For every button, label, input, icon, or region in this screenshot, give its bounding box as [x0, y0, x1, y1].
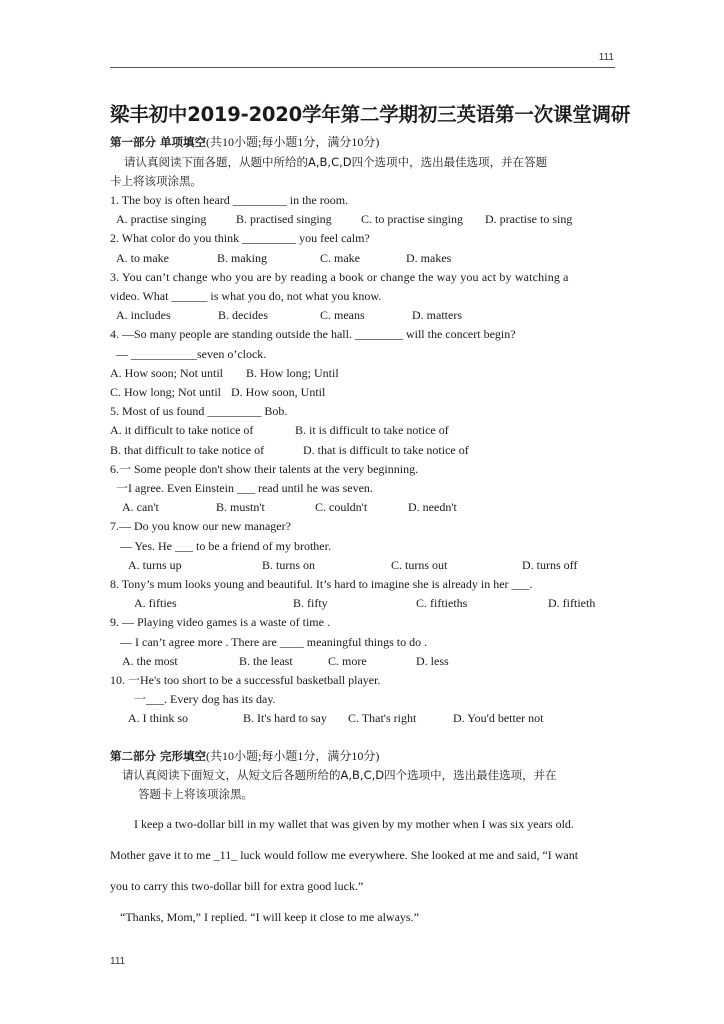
- q6-option-c: C. couldn't: [315, 500, 368, 515]
- q2-option-c: C. make: [320, 250, 360, 265]
- q8-option-a: A. fifties: [134, 596, 177, 611]
- q5-stem: 5. Most of us found _________ Bob.: [110, 404, 288, 419]
- q2-stem: 2. What color do you think _________ you feel calm?: [110, 231, 370, 246]
- q8-options: [110, 594, 615, 613]
- q5-option-d: D. that is difficult to take notice of: [303, 442, 469, 457]
- q1-option-b: B. practised singing: [236, 212, 332, 227]
- q9-option-b: B. the least: [239, 653, 293, 668]
- part2-heading-line: [110, 747, 615, 767]
- q8-stem: 8. Tony’s mum looks young and beautiful. It’s hard to imagine she is already in her ___.: [110, 576, 533, 591]
- q4-options-ab: [110, 364, 615, 383]
- q1-option-d: D. practise to sing: [485, 212, 573, 227]
- part2-note: (共10小题;每小题1分，满分10分): [206, 748, 380, 763]
- q7-stem-1: 7.— Do you know our new manager?: [110, 519, 291, 534]
- part2-heading: 第二部分 完形填空: [110, 748, 207, 763]
- q5-option-c: B. that difficult to take notice of: [110, 442, 265, 457]
- q2-option-d: D. makes: [406, 250, 452, 265]
- cloze-passage: [110, 812, 615, 929]
- q5-option-a: A. it difficult to take notice of: [110, 423, 254, 438]
- q4-options-cd: [110, 383, 615, 402]
- q10-options: [110, 709, 615, 728]
- q10-option-a: A. I think so: [128, 711, 188, 726]
- document-body: [110, 101, 631, 929]
- q1-option-c: C. to practise singing: [361, 212, 463, 227]
- q10-stem-1: 10. 一He's too short to be a successful basketball player.: [110, 672, 381, 687]
- passage-line-1: I keep a two-dollar bill in my wallet that was given by my mother when I was six years old.: [134, 816, 574, 831]
- footer-page-number: 111: [110, 956, 126, 967]
- q4-stem-1: 4. —So many people are standing outside the hall. ________ will the concert begin?: [110, 327, 516, 342]
- passage-line-2: Mother gave it to me _11_ luck would follow me everywhere. She looked at me and said, “I want: [110, 847, 579, 862]
- part1-instructions-2: 卡上将该项涂黑。: [110, 173, 202, 188]
- q9-option-c: C. more: [328, 653, 367, 668]
- q6-options: [110, 498, 615, 517]
- q6-option-d: D. needn't: [408, 500, 457, 515]
- q6-option-a: A. can't: [122, 500, 159, 515]
- q9-options: [110, 652, 615, 671]
- page-title: 梁丰初中2019-2020学年第二学期初三英语第一次课堂调研: [110, 103, 631, 126]
- q10-option-d: D. You'd better not: [453, 711, 544, 726]
- q7-option-c: C. turns out: [391, 557, 448, 572]
- q2-option-a: A. to make: [116, 250, 169, 265]
- q9-option-d: D. less: [416, 653, 449, 668]
- q7-option-b: B. turns on: [262, 557, 316, 572]
- q1-options: [110, 210, 615, 229]
- q10-option-b: B. It's hard to say: [243, 711, 327, 726]
- q3-option-b: B. decides: [218, 308, 268, 323]
- q6-stem-2: 一I agree. Even Einstein ___ read until he was seven.: [116, 480, 373, 495]
- q10-stem-2: 一___. Every dog has its day.: [134, 692, 276, 707]
- q3-stem-2: video. What ______ is what you do, not what you know.: [110, 288, 382, 303]
- q3-option-c: C. means: [320, 308, 365, 323]
- passage-line-3: you to carry this two-dollar bill for extra good luck.”: [110, 878, 364, 893]
- q8-option-b: B. fifty: [293, 596, 328, 611]
- part2-instructions-2: 答题卡上将该项涂黑。: [138, 787, 253, 802]
- q9-stem-2: — I can’t agree more . There are ____ meaningful things to do .: [120, 634, 428, 649]
- q3-options: [110, 306, 615, 325]
- q5-options-cd: [110, 441, 615, 460]
- q10-option-c: C. That's right: [348, 711, 417, 726]
- q4-stem-2: — ___________seven o’clock.: [116, 346, 267, 361]
- q8-option-c: C. fiftieths: [416, 596, 468, 611]
- q3-stem-1: 3. You can’t change who you are by reading a book or change the way you act by watching a: [110, 269, 569, 284]
- q7-options: [110, 556, 615, 575]
- q4-option-a: A. How soon; Not until: [110, 365, 224, 380]
- q8-option-d: D. fiftieth: [548, 596, 596, 611]
- q9-option-a: A. the most: [122, 653, 178, 668]
- q3-option-d: D. matters: [412, 308, 462, 323]
- q6-option-b: B. mustn't: [216, 500, 265, 515]
- q7-option-a: A. turns up: [128, 557, 182, 572]
- part2-instructions-1: 请认真阅读下面短文，从短文后各题所给的A,B,C,D四个选项中，选出最佳选项，并在: [122, 768, 557, 783]
- q1-option-a: A. practise singing: [116, 212, 207, 227]
- q5-option-b: B. it is difficult to take notice of: [295, 423, 449, 438]
- part1-note: (共10小题;每小题1分，满分10分): [206, 135, 380, 149]
- q4-option-d: D. How soon, Until: [231, 384, 326, 399]
- q2-options: [110, 249, 615, 268]
- q6-stem-1: 6.一 Some people don't show their talents at the very beginning.: [110, 461, 419, 476]
- part1-heading-line: [110, 133, 615, 153]
- header-rule: [110, 67, 615, 68]
- q5-options-ab: [110, 421, 615, 440]
- q9-stem-1: 9. — Playing video games is a waste of time .: [110, 615, 330, 630]
- part1-instructions-1: 请认真阅读下面各题，从题中所给的A,B,C,D四个选项中，选出最佳选项，并在答题: [124, 154, 548, 169]
- part1-heading: 第一部分 单项填空: [110, 135, 207, 149]
- q4-option-c: C. How long; Not until: [110, 384, 222, 399]
- q7-stem-2: — Yes. He ___ to be a friend of my brother.: [120, 538, 331, 553]
- passage-line-4: “Thanks, Mom,” I replied. “I will keep it close to me always.”: [120, 909, 419, 924]
- q2-option-b: B. making: [217, 250, 267, 265]
- header-page-number: 111: [598, 52, 614, 63]
- q4-option-b: B. How long; Until: [246, 365, 339, 380]
- q3-option-a: A. includes: [116, 308, 171, 323]
- q7-option-d: D. turns off: [522, 557, 578, 572]
- q1-stem: 1. The boy is often heard _________ in the room.: [110, 192, 349, 207]
